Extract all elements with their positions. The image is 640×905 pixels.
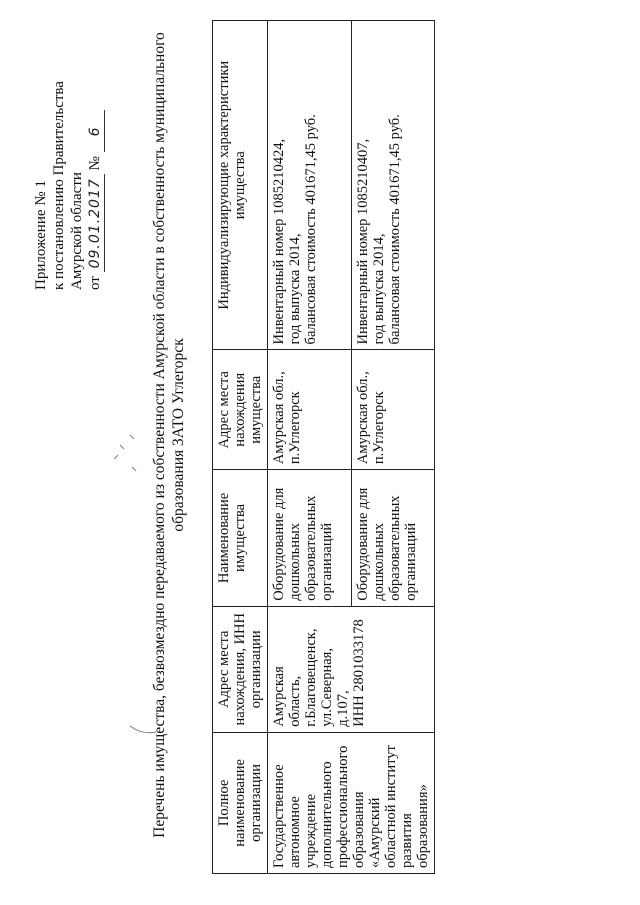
scan-mark xyxy=(128,720,158,740)
inventory-number: Инвентарный номер 1085210407, xyxy=(354,138,371,345)
header-property-name: Наименование имущества xyxy=(213,470,268,607)
property-location-cell: Амурская обл., п.Углегорск xyxy=(268,350,352,470)
table-row xyxy=(268,21,352,874)
property-location-cell: Амурская обл., п.Углегорск xyxy=(351,350,435,470)
book-value: балансовая стоимость 401671,45 руб. xyxy=(386,114,403,345)
property-name-cell: Оборудование для дошкольных образовательных организаций xyxy=(268,470,352,607)
document-page xyxy=(10,10,630,890)
header-characteristics: Индивидуализирующие характеристики имущества xyxy=(213,21,268,350)
number-label: № xyxy=(87,156,103,171)
appendix-region: Амурской области xyxy=(69,172,85,290)
inventory-number: Инвентарный номер 1085210424, xyxy=(271,138,287,345)
organization-cell: Государственное автономное учреждение дополнительного профессионального образования «Амурский областной институт развития образования» xyxy=(268,732,435,873)
org-address-cell xyxy=(268,606,435,732)
release-year: год выпуска 2014, xyxy=(287,233,303,345)
scan-smudge xyxy=(106,425,146,475)
property-name-cell: Оборудование для дошкольных образовательных организаций xyxy=(351,470,435,607)
release-year: год выпуска 2014, xyxy=(370,233,387,345)
header-property-location: Адрес места нахождения имущества xyxy=(213,350,268,470)
header-org-address: Адрес места нахождения, ИНН организации xyxy=(213,606,268,732)
org-address: Амурская область, г.Благовещенск, ул.Северная, д.107, xyxy=(271,628,351,727)
handwritten-date: 09.01.2017 xyxy=(86,174,105,272)
characteristics-cell xyxy=(351,21,435,350)
appendix-block xyxy=(32,20,105,290)
org-inn: ИНН 2801033178 xyxy=(351,619,367,727)
characteristics-cell xyxy=(268,21,352,350)
appendix-date-line xyxy=(86,20,105,290)
handwritten-number: 6 xyxy=(86,110,105,152)
appendix-resolution: к постановлению Правительства xyxy=(51,81,67,290)
from-label: от xyxy=(87,276,103,290)
title-line-1: Перечень имущества, безвозмездно передаваемого из собственности Амурской области в собственность муниципального xyxy=(151,32,168,838)
table-header-row xyxy=(213,21,268,874)
book-value: балансовая стоимость 401671,45 руб. xyxy=(303,114,319,345)
title-line-2: образования ЗАТО Углегорск xyxy=(170,338,187,532)
header-organization: Полное наименование организации xyxy=(213,732,268,873)
appendix-number: Приложение № 1 xyxy=(33,180,49,290)
property-table xyxy=(212,20,435,874)
